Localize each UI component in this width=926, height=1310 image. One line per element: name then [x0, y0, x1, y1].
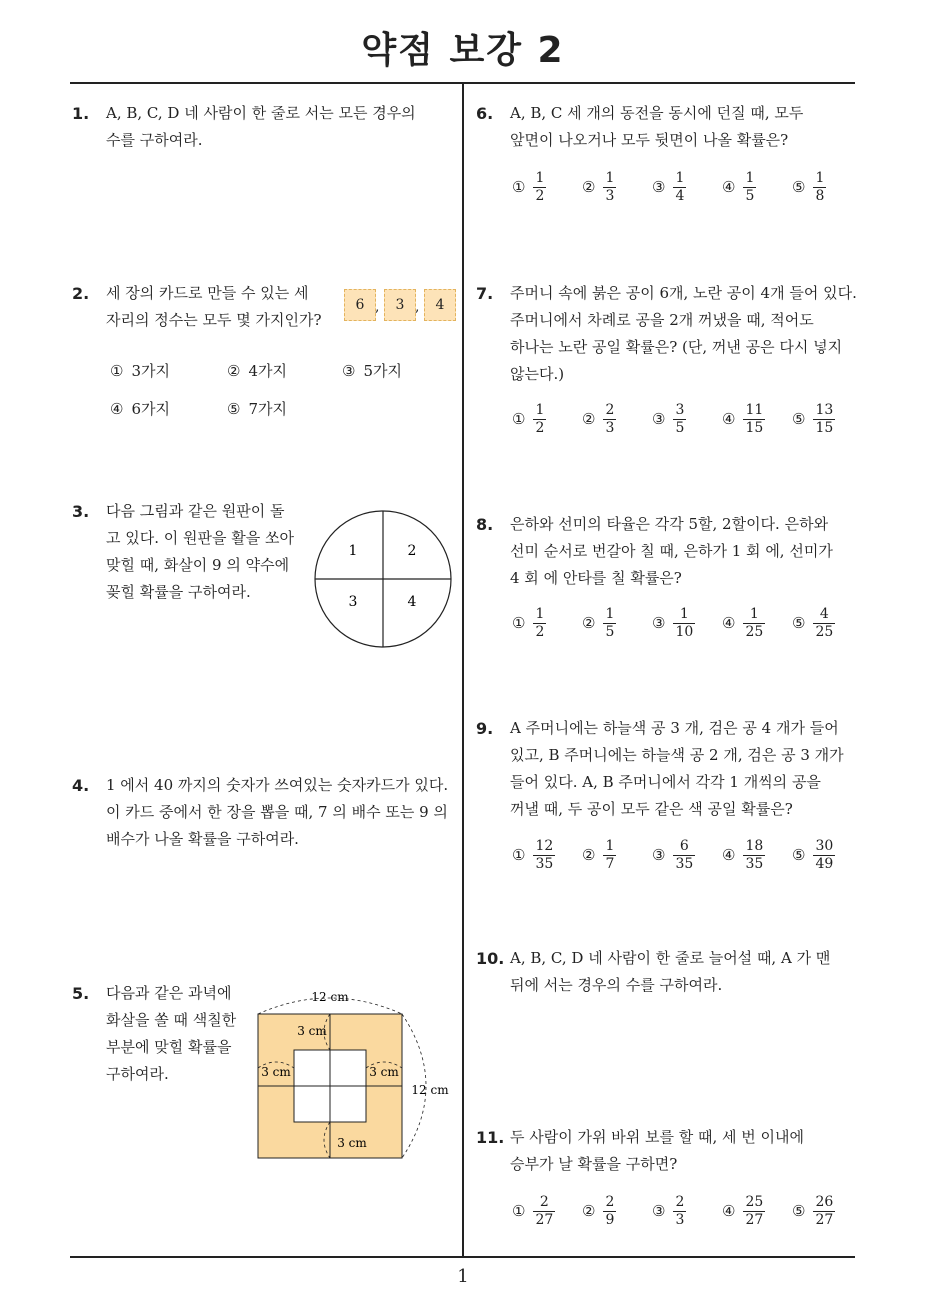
choices — [512, 838, 852, 878]
question-number: 10. — [476, 949, 505, 968]
choice-1[interactable]: ① 3가지 — [110, 362, 170, 380]
question-9 — [476, 715, 866, 885]
choice-2[interactable]: ② $\frac{1}{5}$ — [582, 606, 615, 640]
number-card: 6 — [344, 289, 376, 321]
question-text: 1 에서 40 까지의 숫자가 쓰여있는 숫자카드가 있다. 이 카드 중에서 한 장을 뽑을 때, 7 의 배수 또는 9 의 배수가 나올 확률을 구하여라. — [106, 776, 449, 848]
disc-label: 1 — [348, 543, 358, 559]
question-number: 3. — [72, 502, 90, 521]
choice-5[interactable]: ⑤ $\frac{13}{15}$ — [792, 402, 834, 436]
question-10 — [476, 945, 866, 1005]
target-disc — [313, 509, 453, 649]
choice-4[interactable]: ④ 6가지 — [110, 400, 170, 418]
dimension-label: 12 cm — [311, 990, 349, 1004]
disc-label: 4 — [407, 594, 417, 610]
disc-label: 3 — [348, 594, 358, 610]
choice-2[interactable]: ② 4가지 — [227, 362, 287, 380]
question-number: 1. — [72, 104, 90, 123]
question-4 — [72, 772, 457, 862]
question-number: 8. — [476, 515, 494, 534]
choice-1[interactable]: ① $\frac{2}{27}$ — [512, 1194, 554, 1228]
choice-1[interactable]: ① $\frac{12}{35}$ — [512, 838, 554, 872]
choice-1[interactable]: ① $\frac{1}{2}$ — [512, 402, 545, 436]
bottom-rule — [70, 1256, 855, 1258]
number-card: 4 — [424, 289, 456, 321]
dimension-label: 3 cm — [297, 1024, 327, 1038]
page-number: 1 — [457, 1266, 469, 1287]
choice-4[interactable]: ④ $\frac{18}{35}$ — [722, 838, 764, 872]
choice-5[interactable]: ⑤ $\frac{1}{8}$ — [792, 170, 825, 204]
question-text: A, B, C 세 개의 동전을 동시에 던질 때, 모두 앞면이 나오거나 모두 뒷면이 나올 확률은? — [510, 104, 804, 149]
question-text: 세 장의 카드로 만들 수 있는 세 자리의 정수는 모두 몇 가지인가? — [106, 284, 322, 329]
choice-1[interactable]: ① $\frac{1}{2}$ — [512, 606, 545, 640]
column-divider — [462, 82, 464, 1257]
dimension-label: 12 cm — [411, 1083, 449, 1097]
question-text: 주머니 속에 붉은 공이 6개, 노란 공이 4개 들어 있다. 주머니에서 차례로 공을 2개 꺼냈을 때, 적어도 하나는 노란 공일 확률은? (단, 꺼낸 공은 다시 넣지 않는다.) — [510, 284, 857, 383]
question-11 — [476, 1124, 866, 1244]
choice-3[interactable]: ③ $\frac{1}{4}$ — [652, 170, 685, 204]
question-2 — [72, 280, 457, 430]
number-card: 3 — [384, 289, 416, 321]
choices — [512, 402, 852, 442]
choice-5[interactable]: ⑤ $\frac{4}{25}$ — [792, 606, 834, 640]
choice-3[interactable]: ③ $\frac{2}{3}$ — [652, 1194, 685, 1228]
question-text: 다음과 같은 과녁에 화살을 쏠 때 색칠한 부분에 맞힐 확률을 구하여라. — [106, 984, 237, 1083]
question-number: 7. — [476, 284, 494, 303]
card-separator: , — [415, 299, 420, 315]
question-number: 5. — [72, 984, 90, 1003]
question-5 — [72, 980, 252, 1100]
dimension-label: 3 cm — [261, 1065, 291, 1079]
choice-4[interactable]: ④ $\frac{11}{15}$ — [722, 402, 764, 436]
choice-2[interactable]: ② $\frac{1}{3}$ — [582, 170, 615, 204]
question-1 — [72, 100, 452, 160]
choice-4[interactable]: ④ $\frac{1}{5}$ — [722, 170, 755, 204]
dimension-label: 3 cm — [369, 1065, 399, 1079]
choice-3[interactable]: ③ $\frac{1}{10}$ — [652, 606, 694, 640]
choice-5[interactable]: ⑤ 7가지 — [227, 400, 287, 418]
choice-1[interactable]: ① $\frac{1}{2}$ — [512, 170, 545, 204]
choice-5[interactable]: ⑤ $\frac{26}{27}$ — [792, 1194, 834, 1228]
question-text: A, B, C, D 네 사람이 한 줄로 서는 모든 경우의 수를 구하여라. — [106, 104, 416, 149]
disc-label: 2 — [407, 543, 417, 559]
choice-2[interactable]: ② $\frac{2}{3}$ — [582, 402, 615, 436]
question-text: A 주머니에는 하늘색 공 3 개, 검은 공 4 개가 들어 있고, B 주머니에는 하늘색 공 2 개, 검은 공 3 개가 들어 있다. A, B 주머니에서 각각 1 개씩의 공을 꺼낼 때, 두 공이 모두 같은 색 공일 확률은? — [510, 719, 844, 818]
choice-4[interactable]: ④ $\frac{25}{27}$ — [722, 1194, 764, 1228]
question-number: 11. — [476, 1128, 505, 1147]
question-number: 9. — [476, 719, 494, 738]
choice-3[interactable]: ③ $\frac{6}{35}$ — [652, 838, 694, 872]
question-text: 두 사람이 가위 바위 보를 할 때, 세 번 이내에 승부가 날 확률을 구하면? — [510, 1128, 805, 1173]
question-text: 다음 그림과 같은 원판이 돌 고 있다. 이 원판을 활을 쏘아 맞힐 때, 화살이 9 의 약수에 꽂힐 확률을 구하여라. — [106, 502, 294, 601]
question-6 — [476, 100, 866, 220]
choice-2[interactable]: ② $\frac{1}{7}$ — [582, 838, 615, 872]
question-number: 2. — [72, 284, 90, 303]
choices — [512, 1194, 852, 1234]
question-8 — [476, 511, 866, 651]
question-text: A, B, C, D 네 사람이 한 줄로 늘어설 때, A 가 맨 뒤에 서는 경우의 수를 구하여라. — [510, 949, 831, 994]
choice-3[interactable]: ③ 5가지 — [342, 362, 402, 380]
choice-3[interactable]: ③ $\frac{3}{5}$ — [652, 402, 685, 436]
card-separator: , — [375, 299, 380, 315]
question-7 — [476, 280, 866, 450]
target-figure — [250, 986, 455, 1166]
page-title: 약점 보강 2 — [361, 30, 565, 71]
question-number: 4. — [72, 776, 90, 795]
choices — [512, 170, 852, 210]
dimension-label: 3 cm — [337, 1136, 367, 1150]
choice-2[interactable]: ② $\frac{2}{9}$ — [582, 1194, 615, 1228]
question-text: 은하와 선미의 타율은 각각 5할, 2할이다. 은하와 선미 순서로 번갈아 칠 때, 은하가 1 회 에, 선미가 4 회 에 안타를 칠 확률은? — [510, 515, 833, 587]
choice-5[interactable]: ⑤ $\frac{30}{49}$ — [792, 838, 834, 872]
choice-4[interactable]: ④ $\frac{1}{25}$ — [722, 606, 764, 640]
question-number: 6. — [476, 104, 494, 123]
choices — [512, 606, 852, 646]
